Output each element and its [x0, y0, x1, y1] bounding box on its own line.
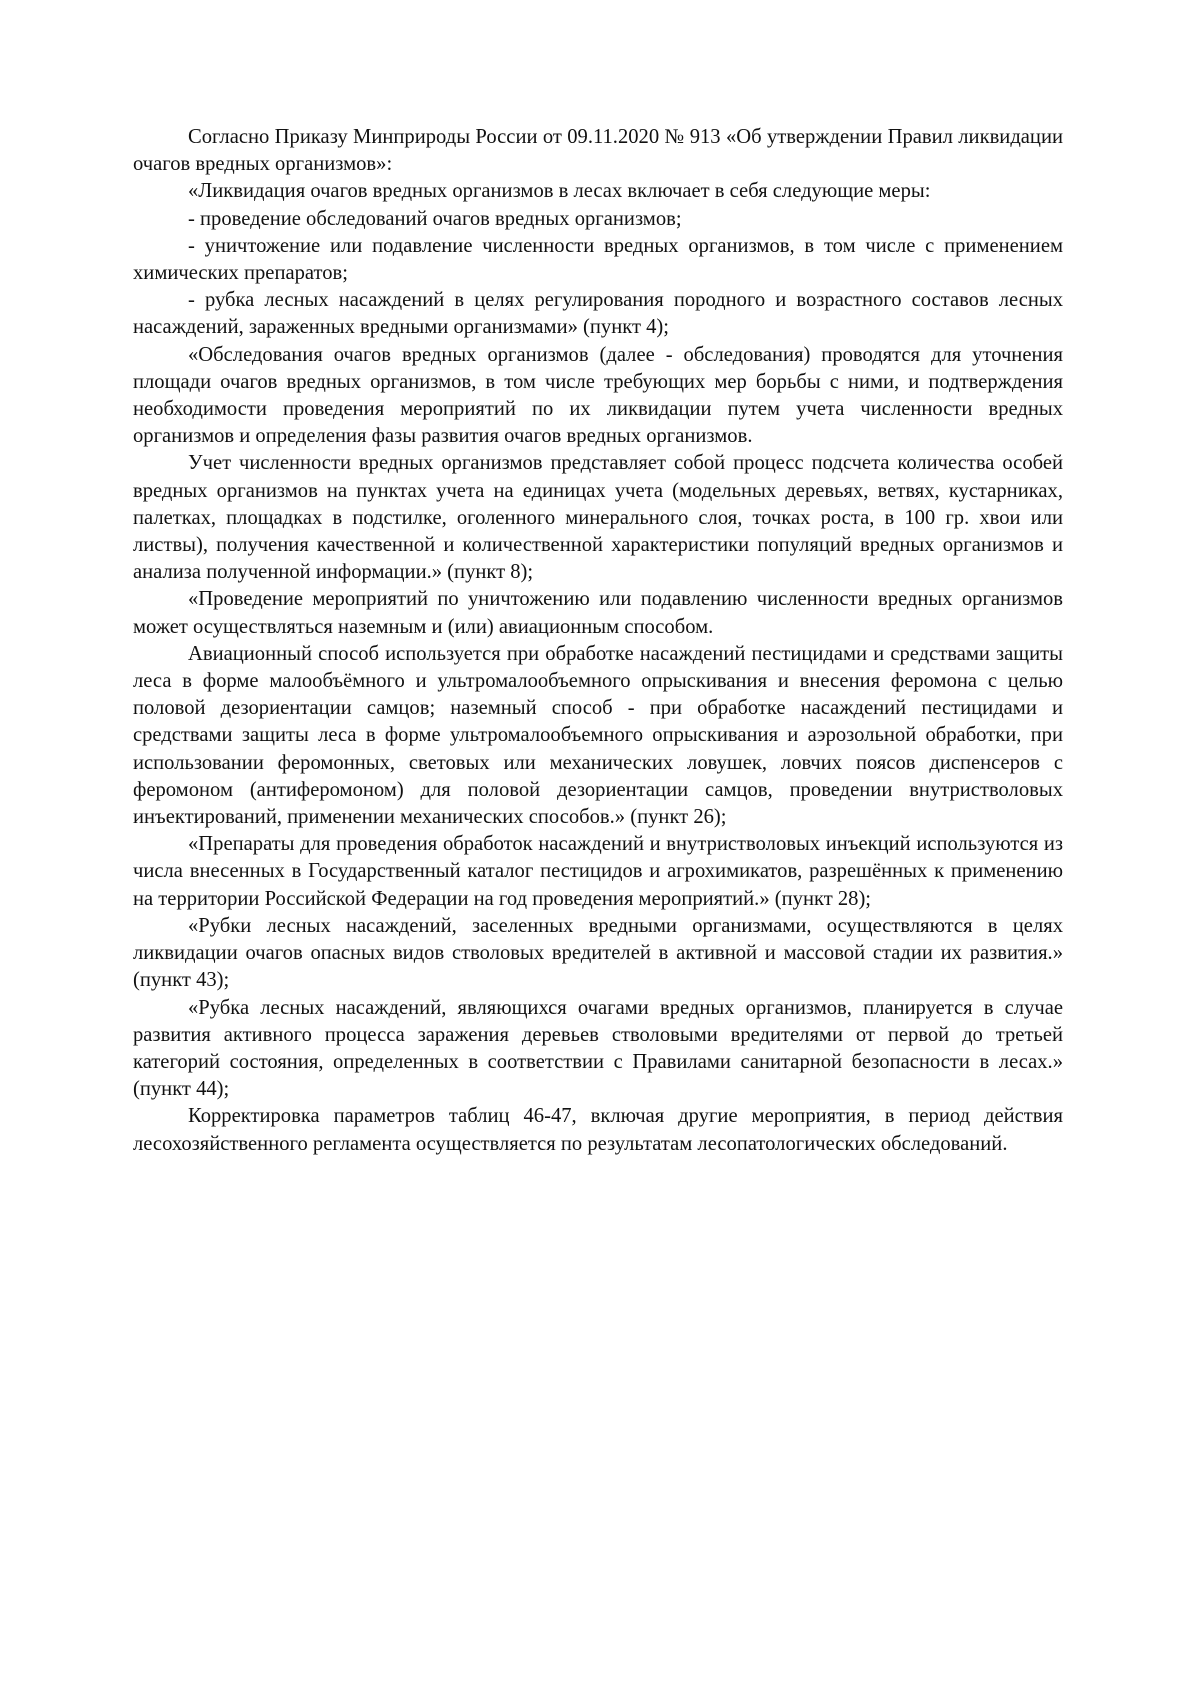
- paragraph: Учет численности вредных организмов представляет собой процесс подсчета количества особей вредных организмов на пунктах учета на единицах учета (модельных деревьях, ветвях, кустарниках, палетках, площадках в подстилке, оголенного минерального слоя, точках роста, в 100 гр. хвои или листвы), получения качественной и количественной характеристики популяций вредных организмов и анализа полученной информации.» (пункт 8);: [133, 452, 1063, 584]
- document-page: [133, 124, 1063, 1158]
- paragraph: «Препараты для проведения обработок насаждений и внутристволовых инъекций используются из числа внесенных в Государственный каталог пестицидов и агрохимикатов, разрешённых к применению на территории Российской Федерации на год проведения мероприятий.» (пункт 28);: [133, 833, 1063, 910]
- paragraph: - проведение обследований очагов вредных организмов;: [188, 207, 682, 230]
- paragraph: «Обследования очагов вредных организмов (далее - обследования) проводятся для уточнения площади очагов вредных организмов, в том числе требующих мер борьбы с ними, и подтверждения необходимости проведения мероприятий по их ликвидации путем учета численности вредных организмов и определения фазы развития очагов вредных организмов.: [133, 343, 1063, 448]
- paragraph: Согласно Приказу Минприроды России от 09.11.2020 № 913 «Об утверждении Правил ликвидации очагов вредных организмов»:: [133, 126, 1063, 176]
- paragraph: «Проведение мероприятий по уничтожению или подавлению численности вредных организмов может осуществляться наземным и (или) авиационным способом.: [133, 588, 1063, 638]
- paragraph: «Рубка лесных насаждений, являющихся очагами вредных организмов, планируется в случае развития активного процесса заражения деревьев стволовыми вредителями от первой до третьей категорий состояния, определенных в соответствии с Правилами санитарной безопасности в лесах.» (пункт 44);: [133, 996, 1063, 1101]
- paragraph: «Рубки лесных насаждений, заселенных вредными организмами, осуществляются в целях ликвидации очагов опасных видов стволовых вредителей в активной и массовой стадии их развития.» (пункт 43);: [133, 914, 1063, 992]
- paragraph: «Ликвидация очагов вредных организмов в лесах включает в себя следующие меры:: [188, 180, 931, 203]
- paragraph: Корректировка параметров таблиц 46-47, включая другие мероприятия, в период действия лесохозяйственного регламента осуществляется по результатам лесопатологических обследований.: [133, 1105, 1063, 1155]
- paragraph: - рубка лесных насаждений в целях регулирования породного и возрастного составов лесных насаждений, зараженных вредными организмами» (пункт 4);: [133, 289, 1063, 339]
- paragraph: - уничтожение или подавление численности вредных организмов, в том числе с применением химических препаратов;: [133, 234, 1063, 285]
- paragraph: Авиационный способ используется при обработке насаждений пестицидами и средствами защиты леса в форме малообъёмного и ультромалообъемного опрыскивания и внесения феромона с целью половой дезориентации самцов; наземный способ - при обработке насаждений пестицидами и средствами защиты леса в форме ультромалообъемного опрыскивания и аэрозольной обработки, при использовании феромонных, световых или механических ловушек, ловчих поясов диспенсеров с феромоном (антиферомоном) для половой дезориентации самцов, проведении внутристволовых инъектирований, применении механических способов.» (пункт 26);: [133, 642, 1063, 829]
